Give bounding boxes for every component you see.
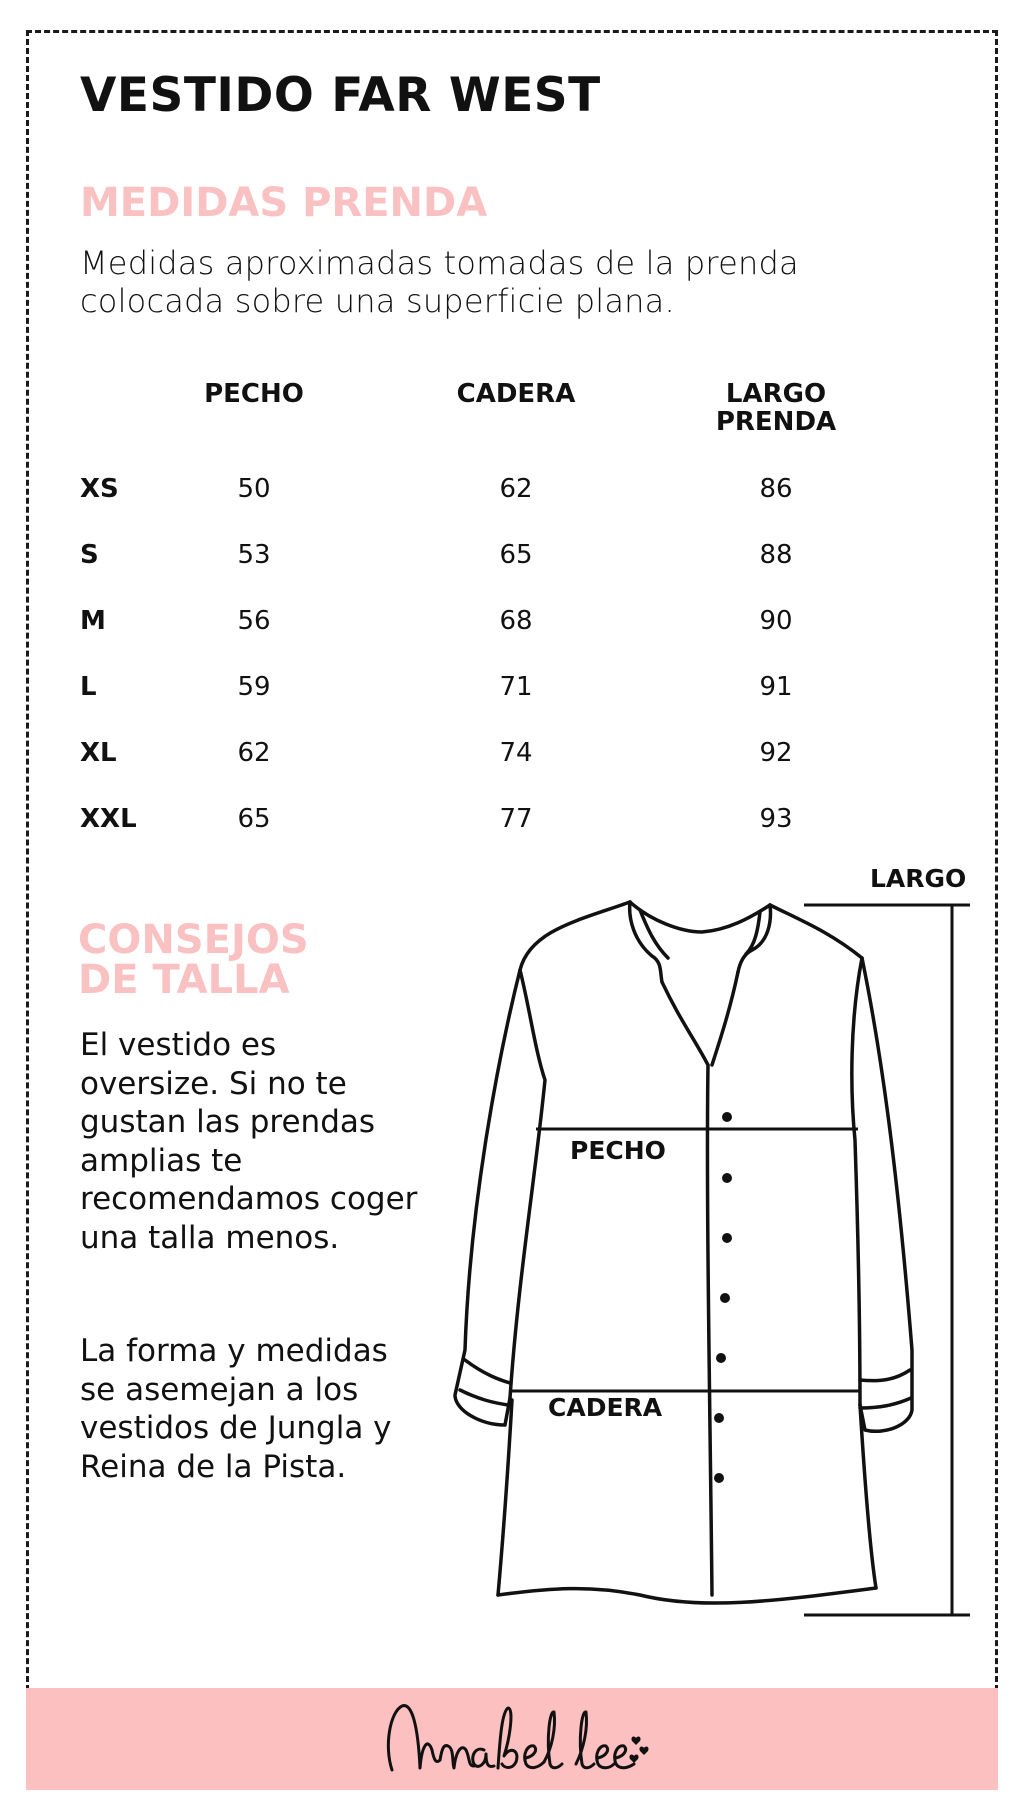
chest-value: 59: [237, 672, 271, 702]
size-label: XS: [80, 474, 119, 504]
size-label: L: [80, 672, 97, 702]
chest-value: 62: [237, 738, 271, 768]
chest-value: 53: [237, 540, 271, 570]
size-label: XXL: [80, 804, 137, 834]
page-title: VESTIDO FAR WEST: [80, 68, 601, 123]
column-header-length: LARGO PRENDA: [715, 379, 837, 437]
measures-description: Medidas aproximadas tomadas de la prenda colocada sobre una superficie plana.: [80, 244, 799, 320]
length-value: 90: [759, 606, 793, 636]
hip-value: 62: [499, 474, 533, 504]
length-value: 92: [759, 738, 793, 768]
hip-value: 65: [499, 540, 533, 570]
dress-diagram: [440, 850, 980, 1630]
button-dots: [714, 1112, 732, 1483]
column-header-chest: PECHO: [204, 379, 304, 409]
button-dot: [714, 1413, 724, 1423]
chest-value: 50: [237, 474, 271, 504]
tips-paragraph: El vestido es oversize. Si no te gustan las prendas amplias te recomendamos coger una talla menos.: [80, 1027, 418, 1256]
length-value: 86: [759, 474, 793, 504]
chest-value: 56: [237, 606, 271, 636]
size-label: M: [80, 606, 106, 636]
tips-heading: CONSEJOS DE TALLA: [78, 917, 309, 1003]
button-dot: [714, 1473, 724, 1483]
hip-value: 71: [499, 672, 533, 702]
column-header-hip: CADERA: [456, 379, 576, 409]
hip-value: 74: [499, 738, 533, 768]
heart-icon: [629, 1755, 638, 1763]
heart-icon: [631, 1737, 640, 1745]
length-value: 88: [759, 540, 793, 570]
button-dot: [722, 1112, 732, 1122]
dress-outline: [455, 902, 912, 1603]
heart-icons: [629, 1737, 648, 1763]
button-dot: [722, 1173, 732, 1183]
length-value: 93: [759, 804, 793, 834]
heart-icon: [639, 1747, 648, 1755]
brand-logo: [380, 1698, 650, 1780]
length-value: 91: [759, 672, 793, 702]
button-dot: [722, 1233, 732, 1243]
hip-label: CADERA: [548, 1393, 663, 1422]
size-label: S: [80, 540, 99, 570]
length-label: LARGO: [870, 864, 967, 893]
size-label: XL: [80, 738, 117, 768]
button-dot: [720, 1293, 730, 1303]
button-dot: [716, 1353, 726, 1363]
hip-value: 77: [499, 804, 533, 834]
chest-value: 65: [237, 804, 271, 834]
chest-label: PECHO: [570, 1136, 666, 1165]
tips-paragraph: La forma y medidas se asemejan a los vestidos de Jungla y Reina de la Pista.: [80, 1333, 392, 1485]
hip-value: 68: [499, 606, 533, 636]
measures-heading: MEDIDAS PRENDA: [80, 180, 488, 226]
